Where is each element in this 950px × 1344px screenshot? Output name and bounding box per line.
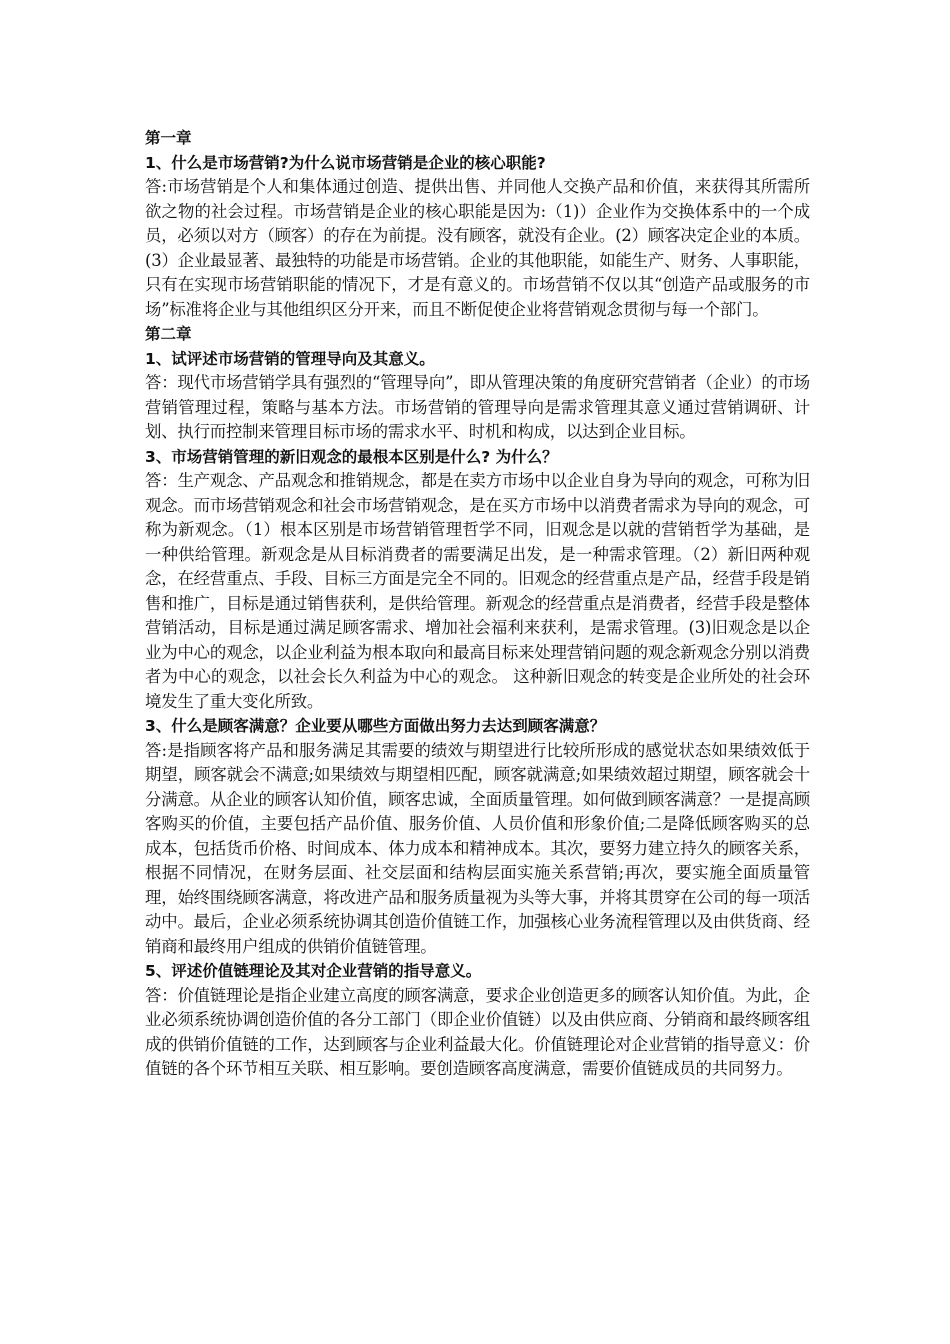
answer-paragraph: 答：生产观念、产品观念和推销规念，都是在卖方市场中以企业自身为导向的观念，可称为旧观念。而市场营销观念和社会市场营销观念，是在买方市场中以消费者需求为导向的观念，可称为新观念。（1）根本区别是市场营销管理哲学不同，旧观念是以就的营销哲学为基础，是一种供给管理。新观念是从目标消费者的需要满足出发，是一种需求管理。（2）新旧两种观念，在经营重点、手段、目标三方面是完全不同的。旧观念的经营重点是产品，经营手段是销售和推广，目标是通过销售获利，是供给管理。新观念的经营重点是消费者，经营手段是整体营销活动，目标是通过满足顾客需求、增加社会福利来获利，是需求管理。(3)旧观念是以企业为中心的观念，以企业利益为根本取向和最高目标来处理营销问题的观念新观念分别以消费者为中心的观念，以社会长久利益为中心的观念。 这种新旧观念的转变是企业所处的社会环境发生了重大变化所致。 [145, 471, 810, 711]
question-heading: 5、评述价值链理论及其对企业营销的指导意义。 [145, 962, 482, 980]
answer-paragraph: 答：价值链理论是指企业建立高度的顾客满意，要求企业创造更多的顾客认知价值。为此，企业必须系统协调创造价值的各分工部门（即企业价值链）以及由供应商、分销商和最终顾客组成的供销价值链的工作，达到顾客与企业利益最大化。价值链理论对企业营销的指导意义：价值链的各个环节相互关联、相互影响。要创造顾客高度满意，需要价值链成员的共同努力。 [145, 985, 810, 1078]
document-page [145, 126, 810, 1082]
question-heading: 1、什么是市场营销?为什么说市场营销是企业的核心职能? [145, 153, 546, 172]
question-heading: 1、试评述市场营销的管理导向及其意义。 [145, 349, 435, 368]
answer-paragraph: 答：现代市场营销学具有强烈的“管理导向”，即从管理决策的角度研究营销者（企业）的市场营销管理过程，策略与基本方法。市场营销的管理导向是需求管理其意义通过营销调研、计划、执行而控制来管理目标市场的需求水平、时机和构成，以达到企业目标。 [145, 373, 810, 441]
answer-paragraph: 答:是指顾客将产品和服务满足其需要的绩效与期望进行比较所形成的感觉状态如果绩效低于期望，顾客就会不满意;如果绩效与期望相匹配，顾客就满意;如果绩效超过期望，顾客就会十分满意。从企业的顾客认知价值，顾客忠诚，全面质量管理。如何做到顾客满意？一是提高顾客购买的价值，主要包括产品价值、服务价值、人员价值和形象价值;二是降低顾客购买的总成本，包括货币价格、时间成本、体力成本和精神成本。其次，要努力建立持久的顾客关系，根据不同情况，在财务层面、社交层面和结构层面实施关系营销;再次，要实施全面质量管理，始终围绕顾客满意，将改进产品和服务质量视为头等大事，并将其贯穿在公司的每一项活动中。最后，企业必须系统协调其创造价值链工作，加强核心业务流程管理以及由供货商、经销商和最终用户组成的供销价值链管理。 [145, 740, 810, 956]
chapter-title: 第一章 [145, 129, 192, 147]
question-heading: 3、市场营销管理的新旧观念的最根本区别是什么? 为什么？ [145, 447, 558, 466]
question-heading: 3、什么是顾客满意？企业要从哪些方面做出努力去达到顾客满意？ [145, 717, 606, 735]
answer-paragraph: 答:市场营销是个人和集体通过创造、提供出售、并同他人交换产品和价值，来获得其所需所欲之物的社会过程。市场营销是企业的核心职能是因为:（1)）企业作为交换体系中的一个成员，必须以对方（顾客）的存在为前提。没有顾客，就没有企业。(2）顾客决定企业的本质。(3）企业最显著、最独特的功能是市场营销。企业的其他职能，如能生产、财务、人事职能，只有在实现市场营销职能的情况下，才是有意义的。市场营销不仅以其“创造产品或服务的市场”标准将企业与其他组织区分开来，而且不断促使企业将营销观念贯彻与每一个部门。 [145, 177, 810, 319]
chapter-title: 第二章 [145, 325, 192, 343]
